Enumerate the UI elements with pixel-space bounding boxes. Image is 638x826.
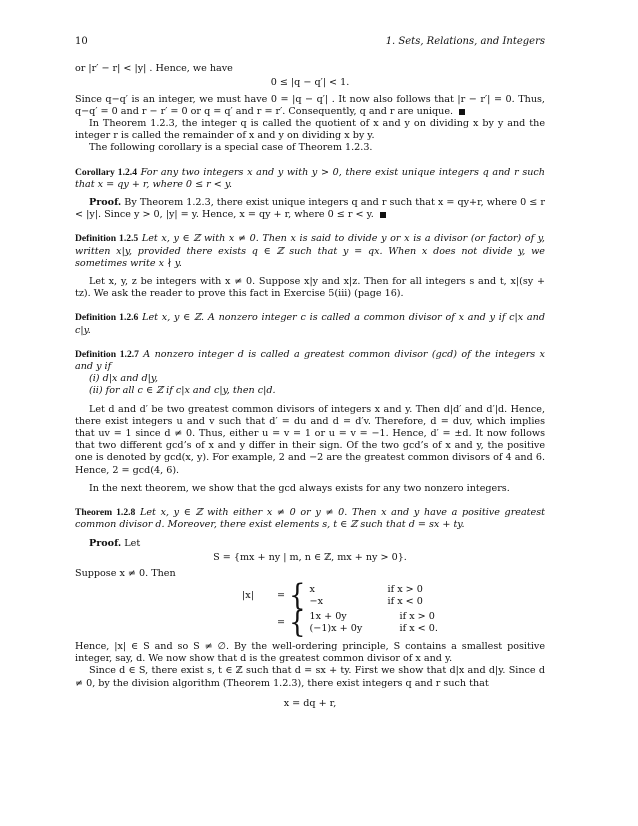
case-row [310,611,438,623]
definition-item: (ii) for all c ∈ ℤ if c|x and c|y, then c|d. [89,385,276,397]
proof-heading: Proof. [89,197,122,209]
cases-block [223,579,438,640]
paragraph: Let d and d′ be two greatest common divisors of integers x and y. Then d|d′ and d′|d. Hence, there exist integers u and v such that d′ = du and d = d′v. Therefore, d = duv, which implies that uv = 1 since d ≠ 0. Thus, either u = v = 1 or u = v = −1. Hence, d′ = ±d. It now follows that two different gcd’s of x and y differ in their sign. Of the two gcd’s of x and y, the positive one is denoted by gcd(x, y). For example, 2 and −2 are the greatest common divisors of 4 and 6. Hence, 2 = gcd(4, 6). [75,403,545,476]
running-header [75,36,545,48]
paragraph: In Theorem 1.2.3, the integer q is called the quotient of x and y on dividing x by y and the integer r is called the remainder of x and y on dividing x by y. [75,118,545,142]
corollary [75,167,545,191]
left-brace-icon: { [289,605,306,640]
proof-heading: Proof. [89,537,122,549]
display-equation: S = {mx + ny | m, n ∈ ℤ, mx + ny > 0}. [213,551,407,563]
corollary-heading: Corollary 1.2.4 [75,166,137,178]
theorem-statement: Let x, y ∈ ℤ with either x ≠ 0 or y ≠ 0. Then x and y have a positive greatest common divisor d. Moreover, there exist elements s, t ∈ ℤ such that d = sx + ty. [75,507,545,531]
cases-equation [223,579,545,640]
case-row [310,623,438,635]
definition-statement: Let x, y ∈ ℤ. A nonzero integer c is called a common divisor of x and y if c|x and c|y. [75,312,545,336]
qed-icon [380,212,386,218]
case-condition: if x < 0 [387,596,423,608]
cases-lhs: |x| [242,590,254,602]
paragraph: The following corollary is a special case of Theorem 1.2.3. [89,142,373,154]
left-brace-icon: { [289,579,306,614]
paragraph [75,94,545,118]
cases-group [223,605,438,640]
definition-item: (i) d|x and d|y, [89,373,159,385]
proof [75,538,545,550]
proof-text: Let [124,537,141,549]
theorem [75,507,545,531]
chapter-title: 1. Sets, Relations, and Integers [385,36,545,47]
document-page [75,36,545,714]
definition-heading: Definition 1.2.5 [75,233,139,245]
display-equation: x = dq + r, [283,697,337,709]
definition-statement: Let x, y ∈ ℤ with x ≠ 0. Then x is said to divide y or x is a divisor (or factor) of y, written x|y, provided there exists q ∈ ℤ such that y = qx. When x does not divide y, we sometimes write x ∤ y. [75,233,545,269]
display-equation: 0 ≤ |q − q′| < 1. [270,77,350,89]
proof-text: By Theorem 1.2.3, there exist unique integers q and r such that x = qy+r, where 0 ≤ r < |y|. Since y > 0, |y| = y. Hence, x = qy + r, where 0 ≤ r < y. [75,197,545,221]
qed-icon [459,109,465,115]
definition [75,233,545,270]
case-expression: 1x + 0y [309,610,347,622]
cases-group [223,579,438,614]
theorem-heading: Theorem 1.2.8 [75,507,136,519]
definition [75,312,545,336]
paragraph: Since d ∈ S, there exist s, t ∈ ℤ such that d = sx + ty. First we show that d|x and d|y. Since d ≠ 0, by the division algorithm (Theorem 1.2.3), there exist integers q and r such that [75,665,545,689]
case-condition: if x > 0 [399,610,435,622]
case-expression: −x [309,596,323,608]
corollary-statement: For any two integers x and y with y > 0, there exist unique integers q and r such that x = qy + r, where 0 ≤ r < y. [75,166,545,190]
definition-statement: A nonzero integer d is called a greatest common divisor (gcd) of the integers x and y if [75,348,545,373]
case-condition: if x < 0. [399,622,438,634]
equals-sign: = [276,616,286,628]
definition-heading: Definition 1.2.7 [75,348,139,360]
case-rows [310,611,438,635]
definition [75,349,545,373]
proof [75,197,545,221]
case-condition: if x > 0 [387,584,423,596]
paragraph: Let x, y, z be integers with x ≠ 0. Suppose x|y and x|z. Then for all integers s and t, x|(sy + tz). We ask the reader to prove this fact in Exercise 5(iii) (page 16). [75,276,545,300]
paragraph: In the next theorem, we show that the gcd always exists for any two nonzero integers. [89,482,510,494]
paragraph: or |r′ − r| < |y| . Hence, we have [75,63,233,75]
case-row [310,596,423,608]
paragraph: Hence, |x| ∈ S and so S ≠ ∅. By the well-ordering principle, S contains a smallest positive integer, say, d. We now show that d is the greatest common divisor of x and y. [75,640,545,665]
case-rows [310,584,423,608]
page-number: 10 [75,36,88,47]
definition-heading: Definition 1.2.6 [75,312,139,324]
paragraph: Suppose x ≠ 0. Then [75,567,176,579]
case-expression: x [309,584,315,596]
case-row [310,584,423,596]
case-expression: (−1)x + 0y [309,622,363,634]
equals-sign: = [276,590,286,602]
paragraph-text: Since q−q′ is an integer, we must have 0 = |q − q′| . It now also follows that |r − r′| = 0. Thus, q−q′ = 0 and r − r′ = 0 or q = q′ and r = r′. Consequently, q and r are unique. [75,93,545,117]
